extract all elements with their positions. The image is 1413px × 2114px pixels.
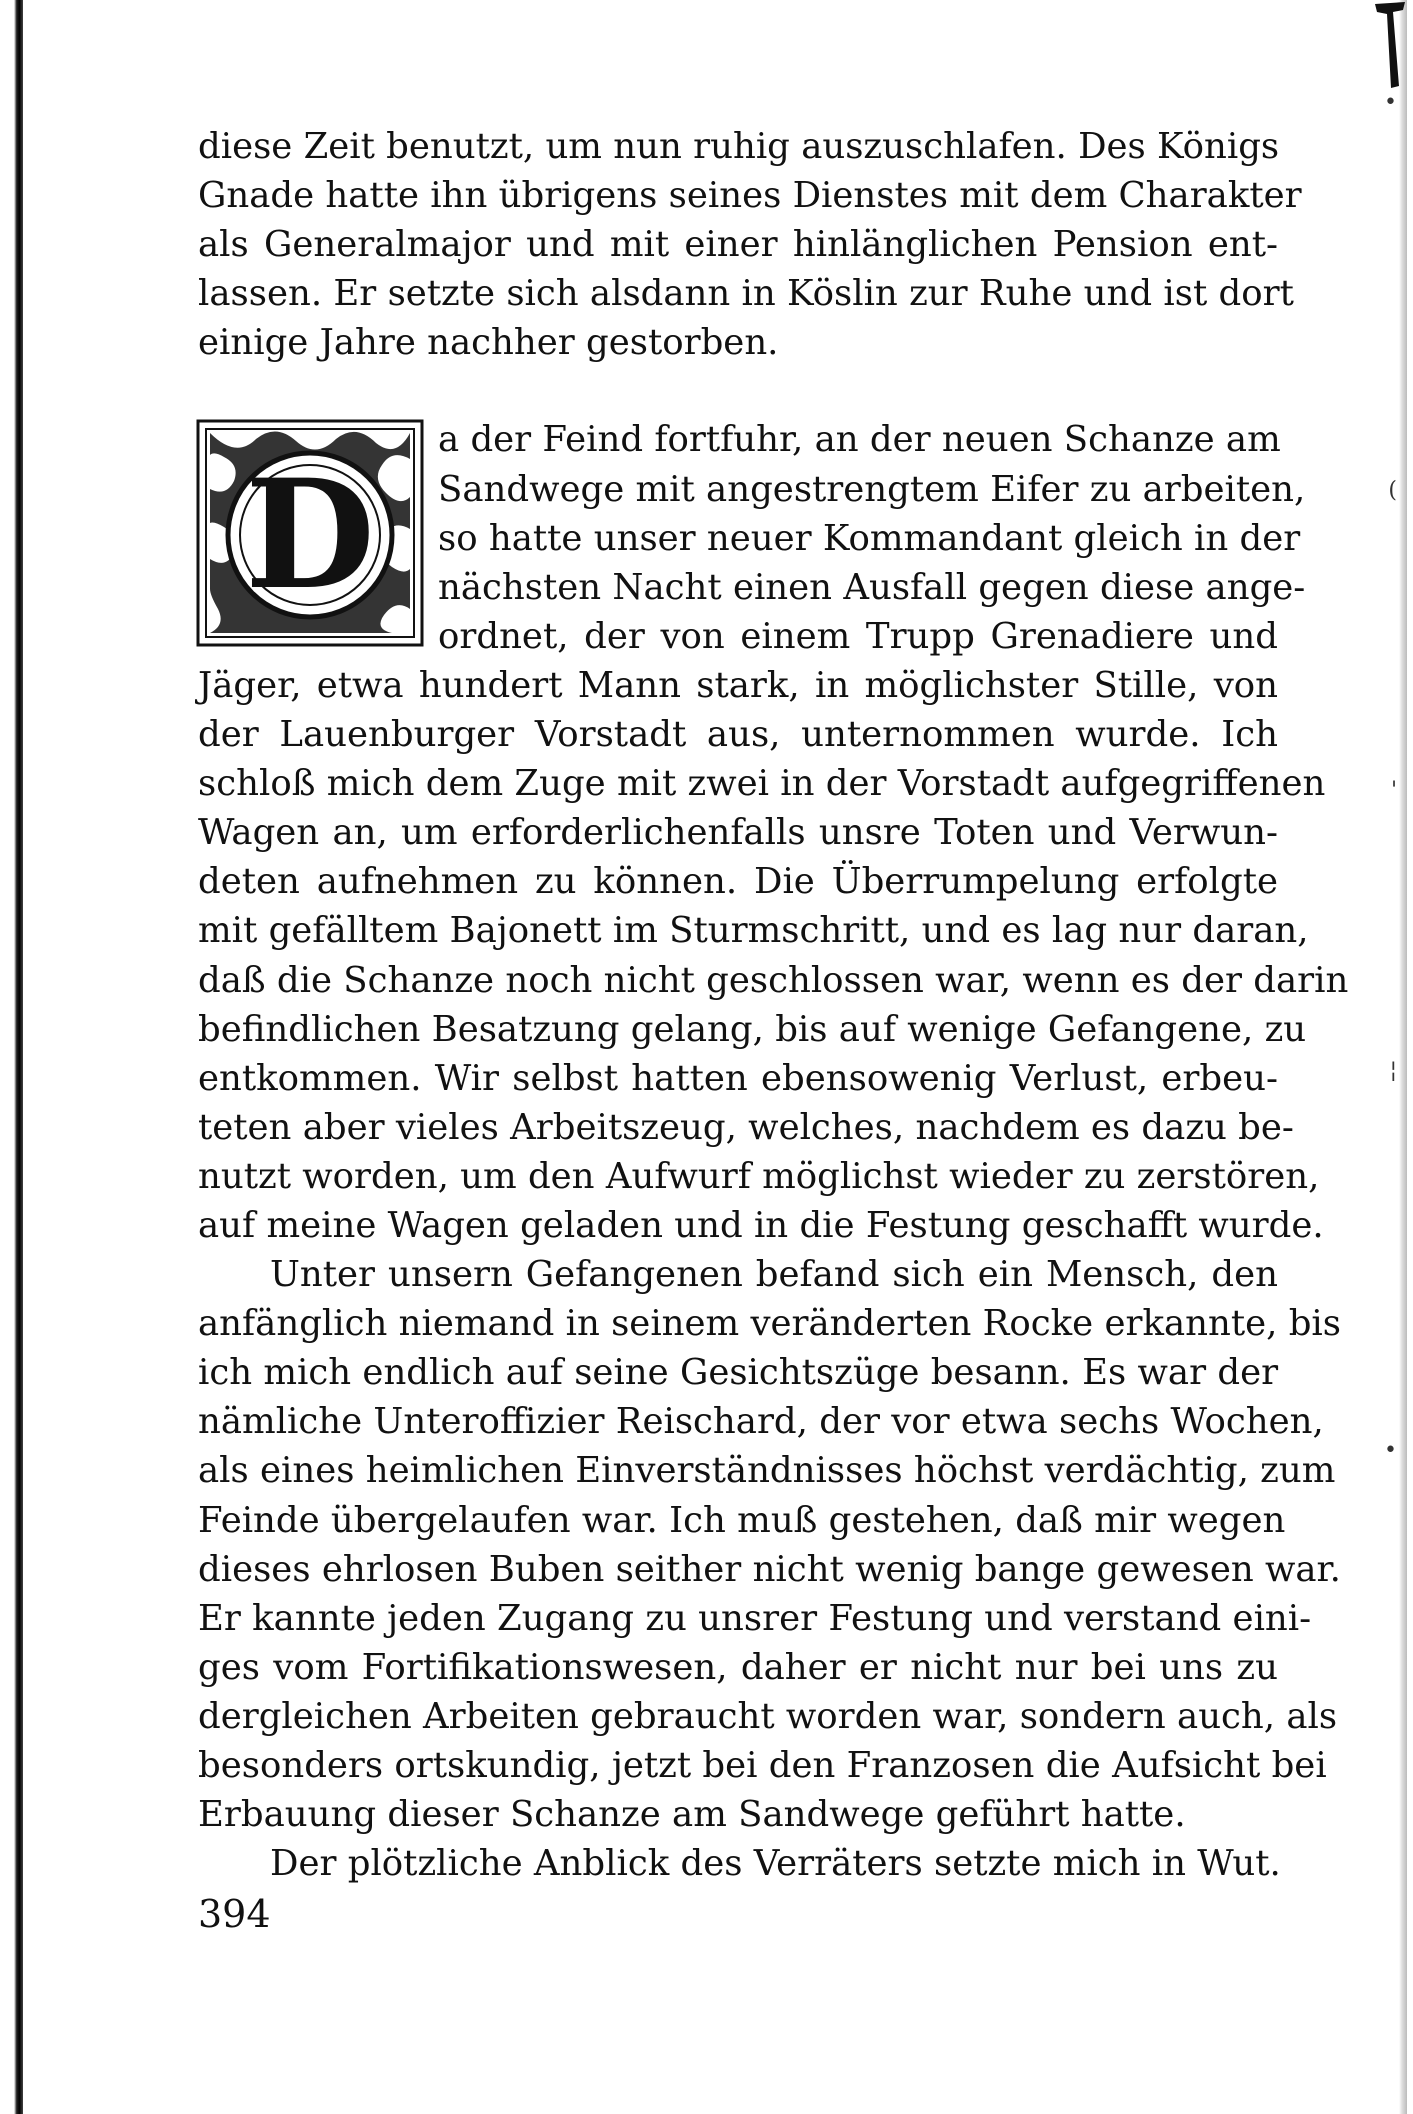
text-line: nämliche Unteroffizier Reischard, der vor etwa sechs Wochen, — [198, 1401, 1324, 1443]
text-line: diese Zeit benutzt, um nun ruhig auszuschlafen. Des Königs — [198, 126, 1280, 167]
text-line: ich mich endlich auf seine Gesichtszüge besann. Es war der — [198, 1352, 1279, 1394]
page-number: 394 — [198, 1892, 271, 1936]
text-line: Wagen an, um erforderlichenfalls unsre Toten und Verwun- — [198, 812, 1278, 854]
text-line: schloß mich dem Zuge mit zwei in der Vorstadt aufgegriffenen — [198, 763, 1326, 805]
text-line: als Generalmajor und mit einer hinlänglichen Pension ent- — [198, 224, 1278, 266]
text-line: Gnade hatte ihn übrigens seines Dienstes mit dem Charakter — [198, 175, 1302, 217]
reischard-paragraph — [198, 1250, 1341, 1839]
text-line: entkommen. Wir selbst hatten ebensowenig Verlust, erbeu- — [198, 1057, 1278, 1099]
text-line: Feinde übergelaufen war. Ich muß gestehen, daß mir wegen — [198, 1499, 1286, 1541]
text-line: mit gefälltem Bajonett im Sturmschritt, und es lag nur daran, — [198, 910, 1309, 952]
text-line: einige Jahre nachher gestorben. — [198, 322, 779, 364]
edge-speck: ( — [1388, 478, 1397, 503]
text-line: als eines heimlichen Einverständnisses höchst verdächtig, zum — [198, 1450, 1336, 1492]
torn-corner-mark — [1373, 0, 1407, 90]
text-line: Er kannte jeden Zugang zu unsrer Festung und verstand eini- — [198, 1597, 1312, 1639]
text-line: Jäger, etwa hundert Mann stark, in möglichster Stille, von — [198, 664, 1278, 706]
text-line: nutzt worden, um den Aufwurf möglichst wieder zu zerstören, — [198, 1155, 1320, 1197]
text-line: der Lauenburger Vorstadt aus, unternommen wurde. Ich — [198, 714, 1278, 756]
dropcap-paragraph — [198, 415, 1349, 1250]
text-line: ges vom Fortifikationswesen, daher er nicht nur bei uns zu — [198, 1646, 1278, 1688]
edge-speck: • — [1384, 90, 1397, 115]
text-line: Unter unsern Gefangenen befand sich ein Mensch, den — [270, 1254, 1278, 1296]
page-edge — [1399, 0, 1407, 2114]
text-line: dergleichen Arbeiten gebraucht worden war, sondern auch, als — [198, 1695, 1338, 1737]
edge-speck: ' — [1390, 778, 1397, 803]
text-line: auf meine Wagen geladen und in die Festung geschafft wurde. — [198, 1204, 1324, 1246]
text-line: anfänglich niemand in seinem veränderten Rocke erkannte, bis — [198, 1303, 1341, 1345]
text-line: Der plötzliche Anblick des Verräters setzte mich in Wut. — [270, 1843, 1281, 1885]
edge-speck: • — [1384, 1438, 1397, 1463]
text-line: Erbauung dieser Schanze am Sandwege geführt hatte. — [198, 1794, 1186, 1836]
text-line: ordnet, der von einem Trupp Grenadiere und — [438, 615, 1278, 657]
initial-letter: D — [244, 447, 376, 624]
text-line: deten aufnehmen zu können. Die Überrumpelung erfolgte — [198, 861, 1278, 903]
text-line: lassen. Er setzte sich alsdann in Köslin zur Ruhe und ist dort — [198, 273, 1294, 315]
text-line: so hatte unser neuer Kommandant gleich in der — [438, 517, 1301, 559]
intro-paragraph — [198, 122, 1302, 367]
text-line: nächsten Nacht einen Ausfall gegen diese ange- — [438, 566, 1306, 608]
body-text — [198, 122, 1349, 1888]
text-line: befindlichen Besatzung gelang, bis auf wenige Gefangene, zu — [198, 1008, 1307, 1050]
final-paragraph — [198, 1839, 1281, 1888]
ornamental-initial-d — [196, 419, 424, 647]
edge-speck: ¦ — [1389, 1058, 1397, 1083]
text-line: dieses ehrlosen Buben seither nicht wenig bange gewesen war. — [198, 1548, 1341, 1590]
binding-edge — [14, 0, 23, 2114]
text-line: teten aber vieles Arbeitszeug, welches, nachdem es dazu be- — [198, 1106, 1294, 1148]
text-line: Sandwege mit angestrengtem Eifer zu arbeiten, — [438, 468, 1306, 510]
text-line: daß die Schanze noch nicht geschlossen war, wenn es der darin — [198, 959, 1349, 1001]
text-line: besonders ortskundig, jetzt bei den Franzosen die Aufsicht bei — [198, 1745, 1327, 1786]
text-line: a der Feind fortfuhr, an der neuen Schanze am — [438, 419, 1281, 461]
